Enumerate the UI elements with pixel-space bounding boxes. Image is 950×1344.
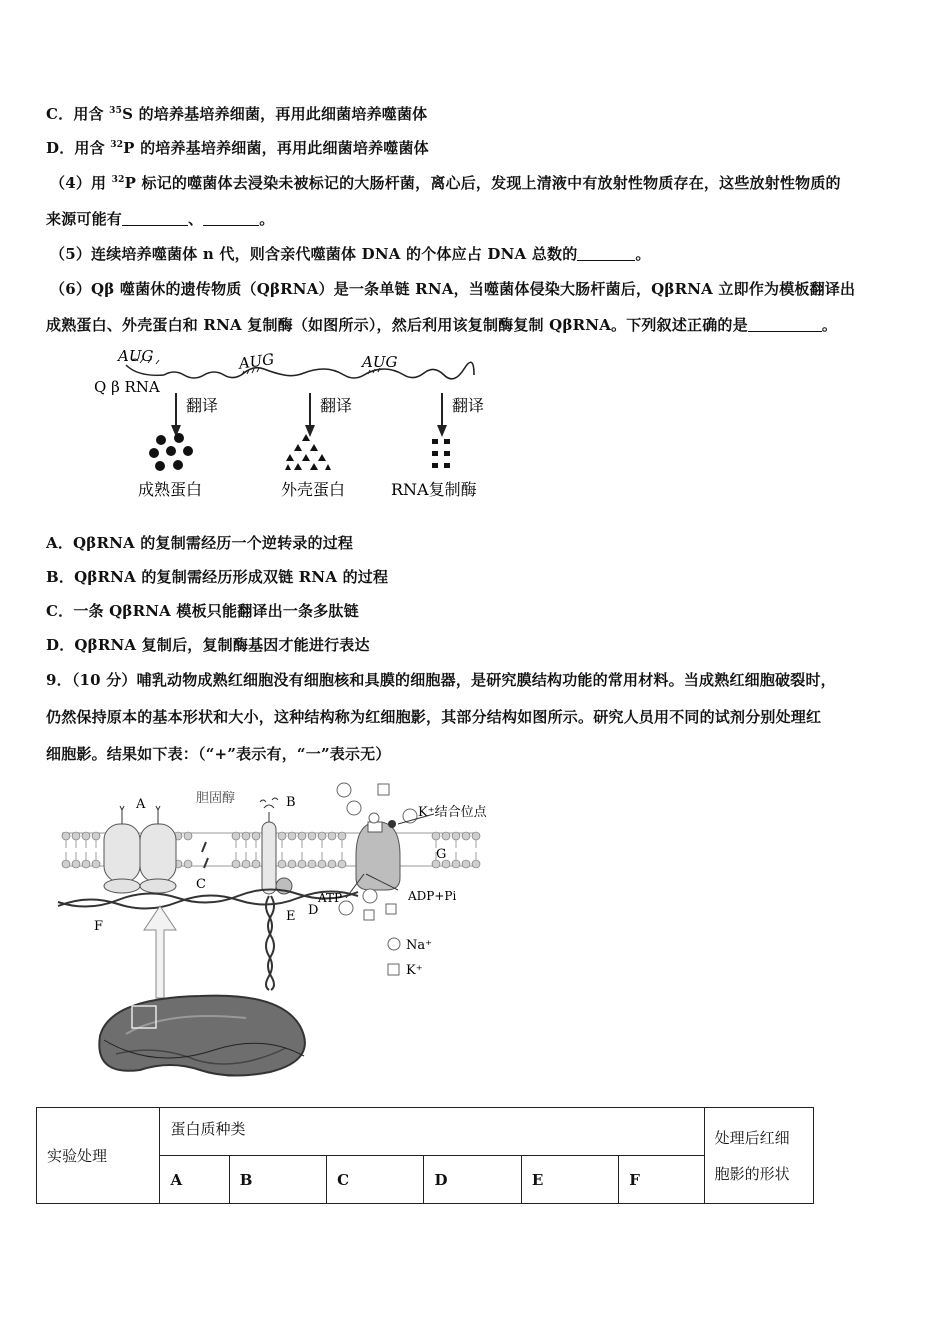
question-6-line2: 成熟蛋白、外壳蛋白和 RNA 复制酶（如图所示），然后利用该复制酶复制 QβRNA。下列叙述正确的是 。: [46, 316, 838, 334]
option-d-q6: D．QβRNA 复制后，复制酶基因才能进行表达: [46, 636, 370, 654]
codon-label: AUG: [237, 349, 276, 373]
label-b: B: [286, 795, 296, 810]
codon-label: AUG: [118, 347, 154, 365]
shape-header-line1: 处理后红细: [714, 1128, 790, 1147]
legend-k: K⁺: [406, 963, 423, 978]
experiment-table: [36, 1107, 814, 1204]
question-9-line2: 仍然保持原本的基本形状和大小，这种结构称为红细胞影，其部分结构如图所示。研究人员用不同的试剂分别处理红: [46, 708, 822, 726]
product-label-replicase: RNA复制酶: [391, 480, 477, 499]
na-legend-icon: [388, 938, 400, 950]
membrane-figure: [56, 778, 516, 1090]
coat-protein-icon: [285, 434, 331, 470]
product-label-mature: 成熟蛋白: [138, 480, 203, 499]
protein-c: [104, 879, 140, 893]
table-header-protein: B: [229, 1156, 326, 1204]
option-a-q6: A．QβRNA 的复制需经历一个逆转录的过程: [46, 534, 354, 552]
table-header-protein: E: [521, 1156, 618, 1204]
question-9-line3: 细胞影。结果如下表：（“+”表示有，“一”表示无）: [46, 745, 391, 763]
answer-blank[interactable]: [203, 211, 259, 226]
answer-blank[interactable]: [577, 246, 635, 261]
label-a: A: [136, 797, 146, 812]
table-header-protein: C: [327, 1156, 424, 1204]
label-adp: ADP+Pi: [408, 889, 457, 903]
option-c-q6: C．一条 QβRNA 模板只能翻译出一条多肽链: [46, 602, 359, 620]
k-legend-icon: [388, 964, 399, 975]
label-d: D: [308, 903, 319, 918]
protein-b: [262, 822, 276, 894]
question-4-line1: （4）用 $^{32}$P 标记的噬菌体去浸染未被标记的大肠杆菌，离心后，发现上清液中有放射性物质存在，这些放射性物质的: [50, 174, 841, 192]
label-k-site: K⁺结合位点: [418, 805, 487, 820]
question-5: （5）连续培养噬菌体 n 代，则含亲代噬菌体 DNA 的个体应占 DNA 总数的 。: [50, 245, 651, 263]
label-e: E: [286, 909, 296, 924]
label-f: F: [94, 919, 104, 934]
replicase-icon: [432, 439, 450, 468]
legend-na: Na⁺: [406, 938, 432, 953]
zoom-arrow-icon: [144, 906, 176, 998]
question-9-line1: 9．（10 分）哺乳动物成熟红细胞没有细胞核和具膜的细胞器，是研究膜结构功能的常用材料。当成熟红细胞破裂时，: [46, 671, 836, 689]
table-header-protein-group: 蛋白质种类: [160, 1108, 704, 1156]
red-blood-cell-icon: [99, 996, 305, 1076]
shape-header-line2: 胞影的形状: [714, 1164, 790, 1183]
label-c: C: [196, 877, 206, 892]
label-cholesterol: 胆固醇: [196, 791, 236, 806]
rna-label: Q β RNA: [94, 378, 160, 396]
translation-label: 翻译: [320, 396, 353, 415]
table-header-protein: F: [619, 1156, 704, 1204]
rna-strand: [164, 362, 474, 379]
table-header-protein: A: [160, 1156, 229, 1204]
question-6-line1: （6）Qβ 噬菌休的遗传物质（QβRNA）是一条单链 RNA，当噬菌体侵染大肠杆菌后，QβRNA 立即作为模板翻译出: [50, 280, 856, 298]
answer-blank[interactable]: [122, 211, 188, 226]
option-b-q6: B．QβRNA 的复制需经历形成双链 RNA 的过程: [46, 568, 389, 586]
answer-blank[interactable]: [748, 317, 822, 332]
translation-label: 翻译: [452, 396, 485, 415]
qbeta-translation-figure: [92, 345, 522, 510]
label-g: G: [436, 847, 447, 862]
table-header-shape: [704, 1108, 813, 1204]
table-header-treatment: 实验处理: [37, 1108, 160, 1204]
translation-label: 翻译: [186, 396, 219, 415]
protein-a: [104, 824, 140, 882]
option-d-q8: D．用含 $^{32}$P 的培养基培养细菌，再用此细菌培养噬菌体: [46, 139, 429, 157]
mature-protein-icon: [149, 433, 193, 471]
question-4-line2: 来源可能有 、 。: [46, 210, 275, 228]
table-header-protein: D: [424, 1156, 521, 1204]
option-c-q8: C．用含 $^{35}$S 的培养基培养细菌，再用此细菌培养噬菌体: [46, 105, 428, 123]
product-label-coat: 外壳蛋白: [281, 480, 346, 499]
label-atp: ATP: [318, 891, 343, 905]
codon-label: AUG: [362, 353, 398, 371]
